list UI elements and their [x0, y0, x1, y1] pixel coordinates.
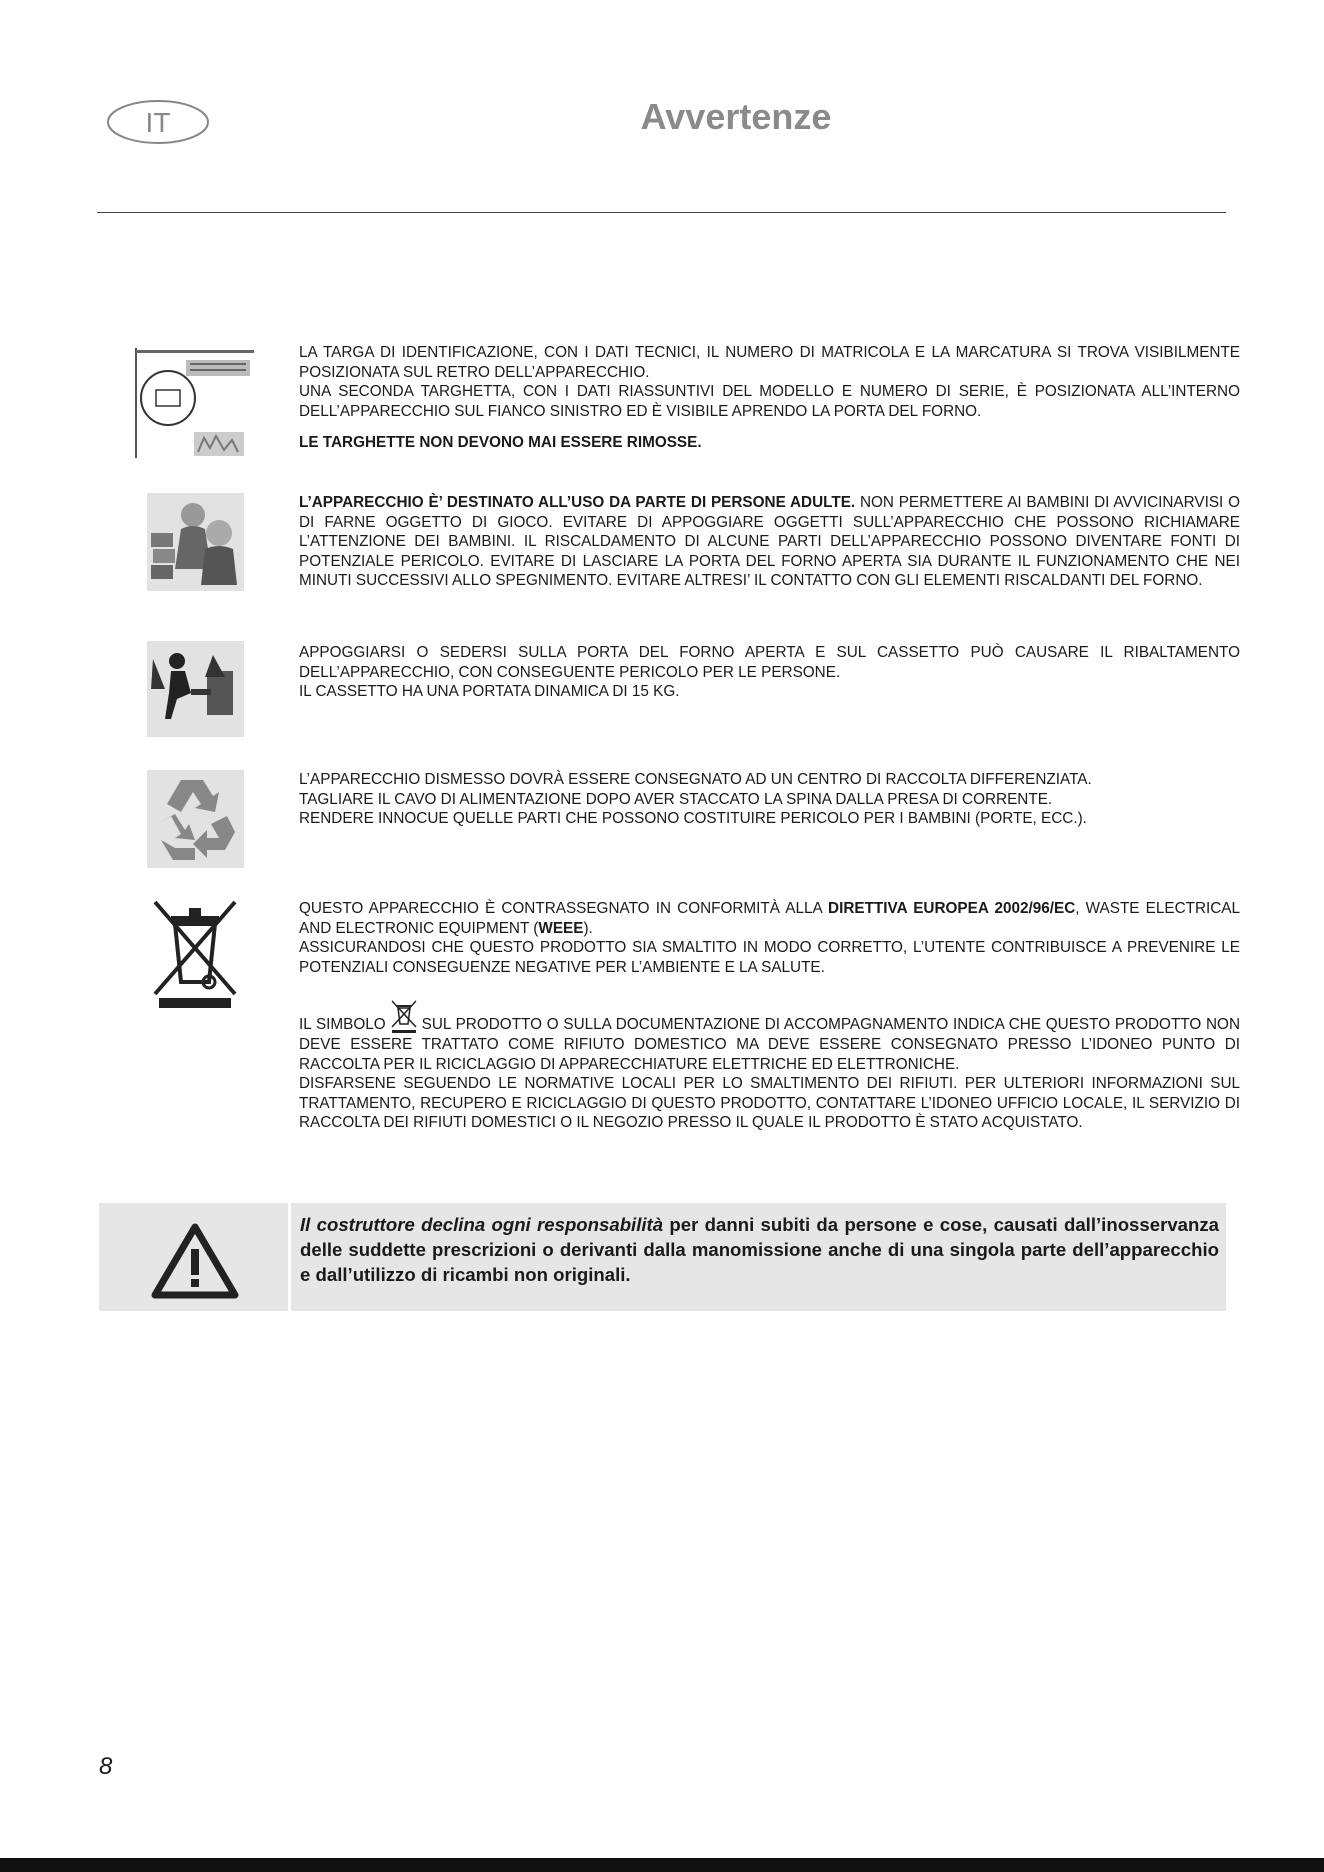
section-emphasis: LE TARGHETTE NON DEVONO MAI ESSERE RIMOSSE. — [299, 434, 702, 451]
section-disposal — [299, 770, 1240, 829]
warning-text — [300, 1212, 1219, 1287]
section-door-load — [299, 643, 1240, 702]
section-paragraph: NON PERMETTERE AI BAMBINI DI AVVICINARVISI O DI FARNE OGGETTO DI GIOCO. EVITARE DI APPOGGIARE OGGETTI SULL’APPARECCHIO CHE POSSONO RICHIAMARE L’ATTENZIONE DEI BAMBINI. IL RISCALDAMENTO DI ALCUNE PARTI DELL’APPARECCHIO POSSONO DIVENTARE FONTI DI POTENZIALE PERICOLO. EVITARE DI LASCIARE LA PORTA DEL FORNO APERTA SIA DURANTE IL FUNZIONAMENTO CHE NEI MINUTI SUCCESSIVI ALLO SPEGNIMENTO. EVITARE ALTRESI’ IL CONTATTO CON GLI ELEMENTI RISCALDANTI DEL FORNO. — [299, 494, 1240, 589]
weee-crossed-bin-icon — [149, 898, 241, 1010]
section-rating-plate — [299, 343, 1240, 453]
warning-divider — [288, 1203, 291, 1311]
section-weee — [299, 899, 1240, 1133]
section-paragraph: L’APPARECCHIO DISMESSO DOVRÀ ESSERE CONSEGNATO AD UN CENTRO DI RACCOLTA DIFFERENZIATA. — [299, 771, 1092, 788]
weee-acronym: WEEE — [538, 919, 584, 937]
weee-symbol-label: IL SIMBOLO — [299, 1016, 386, 1033]
section-paragraph: DISFARSENE SEGUENDO LE NORMATIVE LOCALI PER LO SMALTIMENTO DEI RIFIUTI. PER ULTERIORI INFORMAZIONI SUL TRATTAMENTO, RECUPERO E RICICLAGGIO DI QUESTO PRODOTTO, CONTATTARE L’IDONEO UFFICIO LOCALE, IL SERVIZIO DI RACCOLTA DEI RIFIUTI DOMESTICI O IL NEGOZIO PRESSO IL QUALE IL PRODOTTO È STATO ACQUISTATO. — [299, 1075, 1240, 1131]
section-paragraph: ASSICURANDOSI CHE QUESTO PRODOTTO SIA SMALTITO IN MODO CORRETTO, L’UTENTE CONTRIBUISCE A PREVENIRE LE POTENZIALI CONSEGUENZE NEGATIVE PER L’AMBIENTE E LA SALUTE. — [299, 939, 1240, 976]
header-divider — [97, 212, 1226, 213]
page-number: 8 — [99, 1753, 113, 1780]
section-paragraph: SUL PRODOTTO O SULLA DOCUMENTAZIONE DI ACCOMPAGNAMENTO INDICA CHE QUESTO PRODOTTO NON DEVE ESSERE TRATTATO COME RIFIUTO DOMESTICO MA DEVE ESSERE CONSEGNATO PRESSO L’IDONEO PUNTO DI RACCOLTA PER IL RICICLAGGIO DI APPARECCHIATURE ELETTRICHE ED ELETTRONICHE. — [299, 1016, 1240, 1073]
weee-text: , WASTE ELECTRICAL AND ELECTRONIC EQUIPMENT ( — [299, 900, 1241, 937]
weee-directive: DIRETTIVA EUROPEA 2002/96/EC — [828, 900, 1076, 917]
section-bold-lead: L’APPARECCHIO È’ DESTINATO ALL’USO DA PARTE DI PERSONE ADULTE. — [299, 494, 856, 511]
liability-warning-box — [99, 1203, 1226, 1311]
section-paragraph: APPOGGIARSI O SEDERSI SULLA PORTA DEL FORNO APERTA E SUL CASSETTO PUÒ CAUSARE IL RIBALTAMENTO DELL’APPARECCHIO, CON CONSEGUENTE PERICOLO PER LE PERSONE. — [299, 644, 1240, 681]
weee-text: QUESTO APPARECCHIO È CONTRASSEGNATO IN CONFORMITÀ ALLA — [299, 900, 829, 917]
language-badge — [106, 99, 210, 145]
recycle-icon — [147, 770, 244, 868]
weee-text: ). — [583, 919, 593, 937]
section-paragraph: RENDERE INNOCUE QUELLE PARTI CHE POSSONO COSTITUIRE PERICOLO PER I BAMBINI (PORTE, ECC.). — [299, 810, 1087, 827]
rating-plate-diagram-icon — [134, 346, 258, 460]
warning-italic-lead: Il costruttore declina ogni responsabilità — [300, 1214, 664, 1235]
bottom-bar — [0, 1858, 1324, 1872]
section-paragraph: UNA SECONDA TARGHETTA, CON I DATI RIASSUNTIVI DEL MODELLO E NUMERO DI SERIE, È POSIZIONATA ALL’INTERNO DELL’APPARECCHIO SUL FIANCO SINISTRO ED È VISIBILE APRENDO LA PORTA DEL FORNO. — [299, 383, 1240, 420]
section-children — [299, 493, 1240, 591]
page-title: Avvertenze — [640, 96, 832, 137]
language-code: IT — [145, 107, 171, 138]
warning-triangle-icon — [151, 1221, 239, 1301]
inline-weee-symbol-icon — [389, 999, 419, 1035]
section-paragraph: TAGLIARE IL CAVO DI ALIMENTAZIONE DOPO AVER STACCATO LA SPINA DALLA PRESA DI CORRENTE. — [299, 790, 1053, 808]
children-playing-icon — [147, 493, 244, 591]
person-sitting-on-door-icon — [147, 641, 244, 737]
section-paragraph: IL CASSETTO HA UNA PORTATA DINAMICA DI 15 KG. — [299, 683, 680, 700]
warning-body: per danni subiti da persone e cose, causati dall’inosservanza delle suddette prescrizioni o derivanti dalla manomissione anche di una singola parte dell’apparecchio e dall’utilizzo di ricambi non originali. — [300, 1214, 1219, 1285]
section-paragraph: LA TARGA DI IDENTIFICAZIONE, CON I DATI TECNICI, IL NUMERO DI MATRICOLA E LA MARCATURA SI TROVA VISIBILMENTE POSIZIONATA SUL RETRO DELL’APPARECCHIO. — [299, 344, 1240, 381]
